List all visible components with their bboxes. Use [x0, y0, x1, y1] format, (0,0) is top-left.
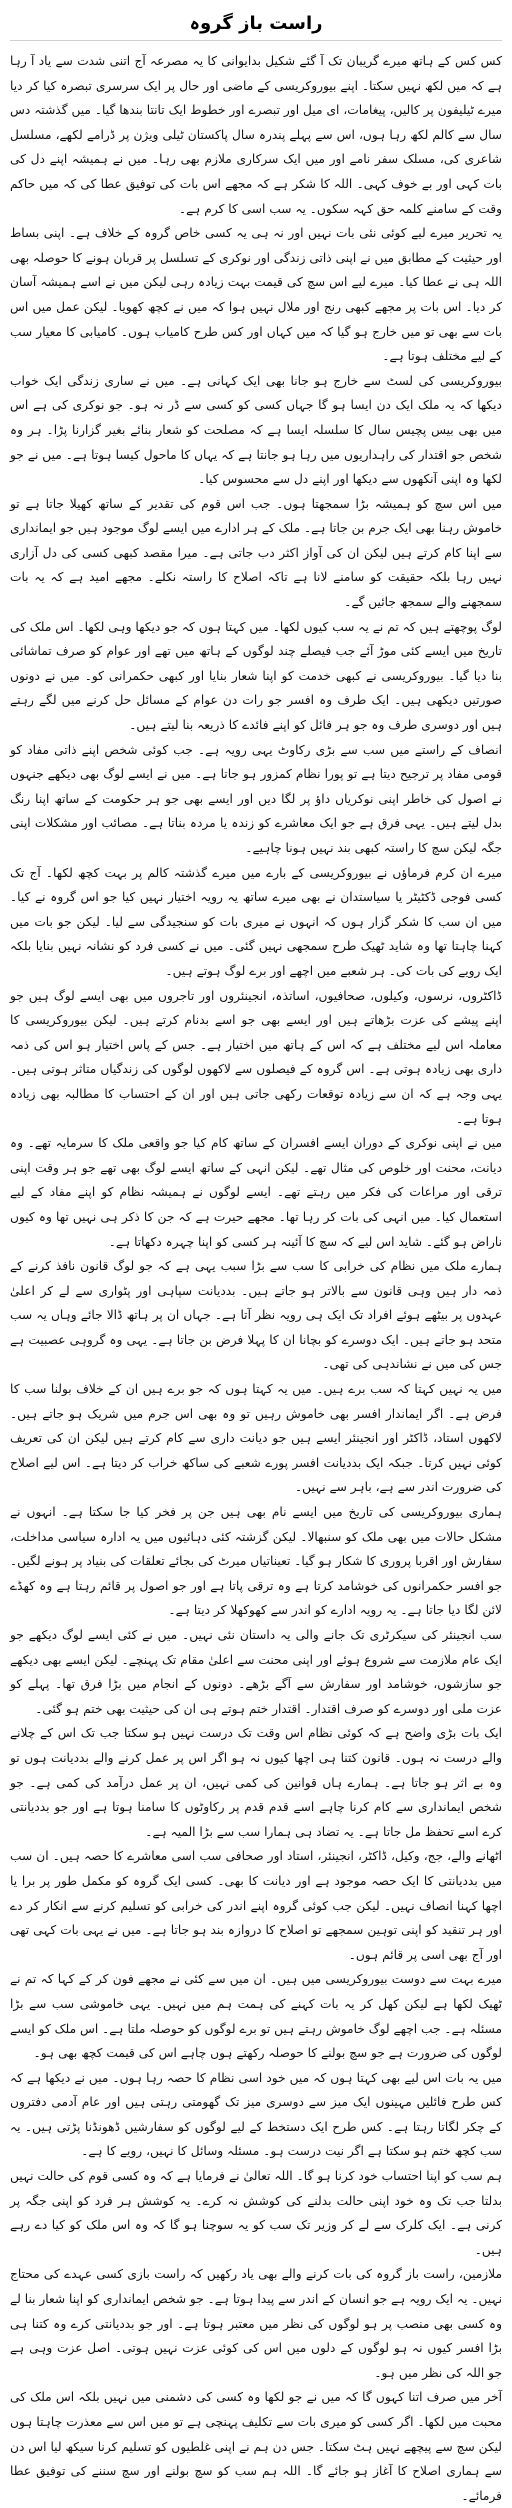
- article-paragraph: بیوروکریسی کی لسٹ سے خارج ہو جانا بھی ایک کہانی ہے۔ میں نے ساری زندگی ایک خواب دیکھا کہ یہ ملک ایک دن ایسا ہو گا جہاں کسی کو کسی سے ڈر نہ ہو۔ جو نوکری کی ہے اس میں بھی بیس پچیس سال کا سلسلہ ایسا ہے کہ مصلحت کو شعار بنائے بغیر گزارنا پڑا۔ ہر وہ شخص جو اقتدار کی راہداریوں میں رہا ہو جانتا ہے کہ یہاں کا ماحول کیسا ہوتا ہے۔ میں نے جو لکھا وہ اپنی آنکھوں سے دیکھا اور اپنے دل سے محسوس کیا۔: [10, 373, 502, 487]
- title-box: [10, 6, 502, 41]
- article-paragraph: یہ تحریر میرے لیے کوئی نئی بات نہیں اور نہ ہی یہ کسی خاص گروہ کے خلاف ہے۔ اپنی بساط اور حیثیت کے مطابق میں نے اپنی ذاتی زندگی اور نوکری کے تسلسل پر قربان ہونے کا حوصلہ بھی اللہ ہی نے عطا کیا۔ میرے لیے اس سچ کی قیمت بہت زیادہ رہی لیکن میں نے اسے ہمیشہ آسان کر دیا۔ اس بات پر مجھے کبھی رنج اور ملال نہیں ہوا کہ میں نے کچھ کھویا۔ لیکن عمل میں اس بات سے بھی تو میں خارج ہو گیا کہ میں کہاں اور کس طرح کامیاب ہوں۔ کامیابی کا معیار سب کے لیے مختلف ہوتا ہے۔: [10, 226, 502, 364]
- article-paragraph: میرے بہت سے دوست بیوروکریسی میں ہیں۔ ان میں سے کئی نے مجھے فون کر کے کہا کہ تم نے ٹھیک لکھا ہے لیکن کھل کر یہ بات کہنے کی ہمت ہم میں نہیں۔ یہی خاموشی سب سے بڑا مسئلہ ہے۔ جب اچھے لوگ خاموش رہتے ہیں تو برے لوگوں کو حوصلہ ملتا ہے۔ اس ملک کو ایسے لوگوں کی ضرورت ہے جو سچ بولنے کا حوصلہ رکھتے ہوں چاہے اس کی قیمت کچھ بھی ہو۔: [10, 1972, 502, 2061]
- article-paragraph: میں اس سچ کو ہمیشہ بڑا سمجھتا ہوں۔ جب اس قوم کی تقدیر کے ساتھ کھیلا جاتا ہے تو خاموش رہنا بھی ایک جرم بن جاتا ہے۔ ملک کے ہر ادارے میں ایسے لوگ موجود ہیں جو ایمانداری سے اپنا کام کرتے ہیں لیکن ان کی آواز اکثر دب جاتی ہے۔ میرا مقصد کبھی کسی کی دل آزاری نہیں رہا بلکہ حقیقت کو سامنے لانا ہے تاکہ اصلاح کا راستہ نکلے۔ مجھے امید ہے کہ یہ بات سمجھنے والے سمجھ جائیں گے۔: [10, 496, 502, 610]
- article-paragraph: میرے ان کرم فرماؤں نے بیوروکریسی کے بارے میں میرے گذشتہ کالم پر بہت کچھ لکھا۔ آج تک کسی فوجی ڈکٹیٹر یا سیاستدان نے بھی میرے ساتھ یہ رویہ اختیار نہیں کیا جو اس گروہ نے کیا۔ میں ان سب کا شکر گزار ہوں کہ انہوں نے میری بات کو سنجیدگی سے لیا۔ لیکن جو بات میں کہنا چاہتا تھا وہ شاید ٹھیک طرح سمجھی نہیں گئی۔ میں نے کسی فرد کو نشانہ نہیں بنایا بلکہ ایک رویے کی بات کی۔ ہر شعبے میں اچھے اور برے لوگ ہوتے ہیں۔: [10, 865, 502, 978]
- article-paragraph: انصاف کے راستے میں سب سے بڑی رکاوٹ یہی رویہ ہے۔ جب کوئی شخص اپنے ذاتی مفاد کو قومی مفاد پر ترجیح دیتا ہے تو پورا نظام کمزور ہو جاتا ہے۔ میں نے ایسے لوگ بھی دیکھے جنہوں نے اصول کی خاطر اپنی نوکریاں داؤ پر لگا دیں اور ایسے بھی جو ہر حکومت کے ساتھ اپنا رنگ بدل لیتے ہیں۔ یہی فرق ہے جو ایک معاشرے کو زندہ یا مردہ بناتا ہے۔ مصائب اور مشکلات اپنی جگہ لیکن سچ کا راستہ کبھی بند نہیں ہونا چاہیے۔: [10, 742, 502, 855]
- article-paragraph: ہمارے ملک میں نظام کی خرابی کا سب سے بڑا سبب یہی ہے کہ جو لوگ قانون نافذ کرنے کے ذمہ دار ہیں وہی قانون سے بالاتر ہو جاتے ہیں۔ بددیانت سپاہی اور پٹواری سے لے کر اعلیٰ عہدوں پر بیٹھے ہوئے افراد تک ایک ہی رویہ نظر آتا ہے۔ جہاں ان پر ہاتھ ڈالا جائے وہاں یہ سب متحد ہو جاتے ہیں۔ ایک دوسرے کو بچانا ان کا پہلا فرض بن جاتا ہے۔ یہی وہ گروہی عصبیت ہے جس کی میں نے نشاندہی کی تھی۔: [10, 1259, 502, 1372]
- article-paragraph: ایک بات بڑی واضح ہے کہ کوئی نظام اس وقت تک درست نہیں ہو سکتا جب تک اس کے چلانے والے درست نہ ہوں۔ قانون کتنا ہی اچھا کیوں نہ ہو اگر اس پر عمل کرنے والے بددیانت ہوں تو وہ بے اثر ہو جاتا ہے۔ ہمارے ہاں قوانین کی کمی نہیں، ان پر عمل درآمد کی کمی ہے۔ جو شخص ایمانداری سے کام کرنا چاہے اسے قدم قدم پر رکاوٹوں کا سامنا ہوتا ہے اور جو بددیانتی کرے اسے تحفظ مل جاتا ہے۔ یہ تضاد ہی ہمارا سب سے بڑا المیہ ہے۔: [10, 1726, 502, 1839]
- article-paragraph: میں یہ نہیں کہتا کہ سب برے ہیں۔ میں یہ کہتا ہوں کہ جو برے ہیں ان کے خلاف بولنا سب کا فرض ہے۔ اگر ایماندار افسر بھی خاموش رہیں تو وہ بھی اس جرم میں شریک ہو جاتے ہیں۔ لاکھوں استاد، ڈاکٹر اور انجینئر ایسے ہیں جو دیانت داری سے کام کرتے ہیں لیکن ان کی تعریف کوئی نہیں کرتا۔ جبکہ ایک بددیانت افسر پورے شعبے کی ساکھ خراب کر دیتا ہے۔ اس لیے اصلاح کی ضرورت اندر سے ہے، باہر سے نہیں۔: [10, 1382, 502, 1495]
- article-paragraph: سب انجینئر کی سیکرٹری تک جانے والی یہ داستان نئی نہیں۔ میں نے کئی ایسے لوگ دیکھے جو ایک عام ملازمت سے شروع ہوئے اور اپنی محنت سے اعلیٰ مقام تک پہنچے۔ لیکن ایسے بھی دیکھے جو سازشوں، خوشامد اور سفارش سے آگے بڑھے۔ دونوں کے انجام میں بڑا فرق تھا۔ پہلے کو عزت ملی اور دوسرے کو صرف اقتدار۔ اقتدار ختم ہوتے ہی ان کی حیثیت بھی ختم ہو گئی۔: [10, 1628, 502, 1716]
- article-title: راست باز گروہ: [189, 12, 323, 34]
- article-paragraph: میں یہ بات اس لیے بھی کہتا ہوں کہ میں خود اسی نظام کا حصہ رہا ہوں۔ میں نے دیکھا ہے کہ کس طرح فائلیں مہینوں ایک میز سے دوسری میز تک گھومتی رہتی ہیں اور عام آدمی دفتروں کے چکر لگاتا رہتا ہے۔ کس طرح ایک دستخط کے لیے لوگوں کو سفارشیں ڈھونڈنا پڑتی ہیں۔ یہ سب کچھ ختم ہو سکتا ہے اگر نیت درست ہو۔ مسئلہ وسائل کا نہیں، رویے کا ہے۔: [10, 2070, 502, 2159]
- article-paragraph: لوگ پوچھتے ہیں کہ تم نے یہ سب کیوں لکھا۔ میں کہتا ہوں کہ جو دیکھا وہی لکھا۔ اس ملک کی تاریخ میں ایسے کئی موڑ آئے جب فیصلے چند لوگوں کے ہاتھ میں تھے اور عوام کو صرف تماشائی بنا دیا گیا۔ بیوروکریسی نے کبھی خدمت کو اپنا شعار بنایا اور کبھی حکمرانی کو۔ میں نے دونوں صورتیں دیکھی ہیں۔ ایک طرف وہ افسر جو رات دن عوام کے مسائل حل کرنے میں لگے رہتے ہیں اور دوسری طرف وہ جو ہر فائل کو اپنے فائدے کا ذریعہ بنا لیتے ہیں۔: [10, 619, 502, 733]
- article-paragraph: آخر میں صرف اتنا کہوں گا کہ میں نے جو لکھا وہ کسی کی دشمنی میں نہیں بلکہ اس ملک کی محبت میں لکھا۔ اگر کسی کو میری بات سے تکلیف پہنچی ہے تو میں اس سے معذرت چاہتا ہوں لیکن سچ سے پیچھے نہیں ہٹ سکتا۔ جس دن ہم نے اپنی غلطیوں کو تسلیم کرنا سیکھ لیا اس دن سے ہماری اصلاح کا آغاز ہو جائے گا۔ اللہ ہم سب کو سچ بولنے اور سچ سننے کی توفیق عطا فرمائے۔: [10, 2390, 502, 2503]
- article-paragraph: ہماری بیوروکریسی کی تاریخ میں ایسے نام بھی ہیں جن پر فخر کیا جا سکتا ہے۔ انہوں نے مشکل حالات میں بھی ملک کو سنبھالا۔ لیکن گزشتہ کئی دہائیوں میں یہ ادارہ سیاسی مداخلت، سفارش اور اقربا پروری کا شکار ہو گیا۔ تعیناتیاں میرٹ کی بجائے تعلقات کی بنیاد پر ہونے لگیں۔ جو افسر حکمرانوں کی خوشامد کرتا ہے وہ ترقی پاتا ہے اور جو اصول پر قائم رہتا ہے وہ کھڈے لائن لگا دیا جاتا ہے۔ یہ رویہ ادارے کو اندر سے کھوکھلا کر دیتا ہے۔: [10, 1505, 502, 1618]
- article-paragraph: ڈاکٹروں، نرسوں، وکیلوں، صحافیوں، اساتذہ، انجینئروں اور تاجروں میں بھی ایسے لوگ ہیں جو اپنے پیشے کی عزت بڑھاتے ہیں اور ایسے بھی جو اسے بدنام کرتے ہیں۔ لیکن بیوروکریسی کا معاملہ اس لیے مختلف ہے کہ اس کے ہاتھ میں اختیار ہے۔ جس کے پاس اختیار ہو اس کی ذمہ داری بھی زیادہ ہوتی ہے۔ اس گروہ کے فیصلوں سے لاکھوں لوگوں کی زندگیاں متاثر ہوتی ہیں۔ یہی وجہ ہے کہ ان سے زیادہ توقعات رکھی جاتی ہیں اور ان کے احتساب کا مطالبہ بھی زیادہ ہوتا ہے۔: [10, 988, 502, 1126]
- article-body: [10, 49, 502, 2508]
- article-paragraph: ہم سب کو اپنا احتساب خود کرنا ہو گا۔ اللہ تعالیٰ نے فرمایا ہے کہ وہ کسی قوم کی حالت نہیں بدلتا جب تک وہ خود اپنی حالت بدلنے کی کوشش نہ کرے۔ یہ کوشش ہر فرد کو اپنی جگہ پر کرنی ہے۔ ایک کلرک سے لے کر وزیر تک سب کو یہ سوچنا ہو گا کہ وہ اس ملک کو کیا دے رہے ہیں۔: [10, 2169, 502, 2257]
- article-paragraph: کس کس کے ہاتھ میرے گریبان تک آ گئے شکیل بدایوانی کا یہ مصرعہ آج اتنی شدت سے یاد آ رہا ہے کہ میں لکھ نہیں سکتا۔ اپنے بیوروکریسی کے ماضی اور حال پر ایک سرسری تبصرہ کیا کر دیا میرے ٹیلیفون پر کالیں، پیغامات، ای میل اور تبصرے اور خطوط ایک تانتا بندھا گیا۔ میں گذشتہ دس سال سے کالم لکھ رہا ہوں، اس سے پہلے پندرہ سال پاکستان ٹیلی ویژن پر ڈرامے لکھے، مسلسل شاعری کی، مسلک سفر نامے اور میں ایک سرکاری ملازم بھی رہا۔ میں نے ہمیشہ اپنے دل کی بات کہی اور بے خوف کہی۔ اللہ کا شکر ہے کہ مجھے اس بات کی توفیق عطا کی کہ میں حاکم وقت کے سامنے کلمہ حق کہہ سکوں۔ یہ سب اسی کا کرم ہے۔: [10, 54, 502, 216]
- article-paragraph: اٹھانے والے، جج، وکیل، ڈاکٹر، انجینئر، استاد اور صحافی سب اسی معاشرے کا حصہ ہیں۔ ان سب میں بددیانتی کا ایک حصہ موجود ہے اور دیانت کا بھی۔ کسی ایک گروہ کو مکمل طور پر برا یا اچھا کہنا انصاف نہیں۔ لیکن جب کوئی گروہ اپنے اندر کی خرابی کو تسلیم کرنے سے انکار کر دے اور ہر تنقید کو اپنی توہین سمجھے تو اصلاح کا دروازہ بند ہو جاتا ہے۔ میں نے یہی بات کہی تھی اور آج بھی اسی پر قائم ہوں۔: [10, 1849, 502, 1962]
- article-paragraph: میں نے اپنی نوکری کے دوران ایسے افسران کے ساتھ کام کیا جو واقعی ملک کا سرمایہ تھے۔ وہ دیانت، محنت اور خلوص کی مثال تھے۔ لیکن انہی کے ساتھ ایسے لوگ بھی تھے جو ہر وقت اپنی ترقی اور مراعات کی فکر میں رہتے تھے۔ ایسے لوگوں نے ہمیشہ نظام کو اپنے مفاد کے لیے استعمال کیا۔ میں انہی کی بات کر رہا تھا۔ مجھے حیرت ہے کہ جن کا ذکر ہی نہیں تھا وہ کیوں ناراض ہو گئے۔ شاید اس لیے کہ سچ کا آئینہ ہر کسی کو اپنا چہرہ دکھاتا ہے۔: [10, 1136, 502, 1249]
- article-paragraph: ملازمین، راست باز گروہ کی بات کرنے والے بھی یاد رکھیں کہ راست بازی کسی عہدے کی محتاج نہیں۔ یہ ایک رویہ ہے جو انسان کے اندر سے پیدا ہوتا ہے۔ جو شخص ایمانداری کو اپنا شعار بنا لے وہ کسی بھی منصب پر ہو لوگوں کی نظر میں معتبر ہوتا ہے۔ اور جو بددیانتی کرے وہ کتنا ہی بڑا افسر کیوں نہ ہو لوگوں کے دلوں میں اس کی کوئی عزت نہیں ہوتی۔ اصل عزت وہی ہے جو اللہ کی نظر میں ہو۔: [10, 2267, 502, 2380]
